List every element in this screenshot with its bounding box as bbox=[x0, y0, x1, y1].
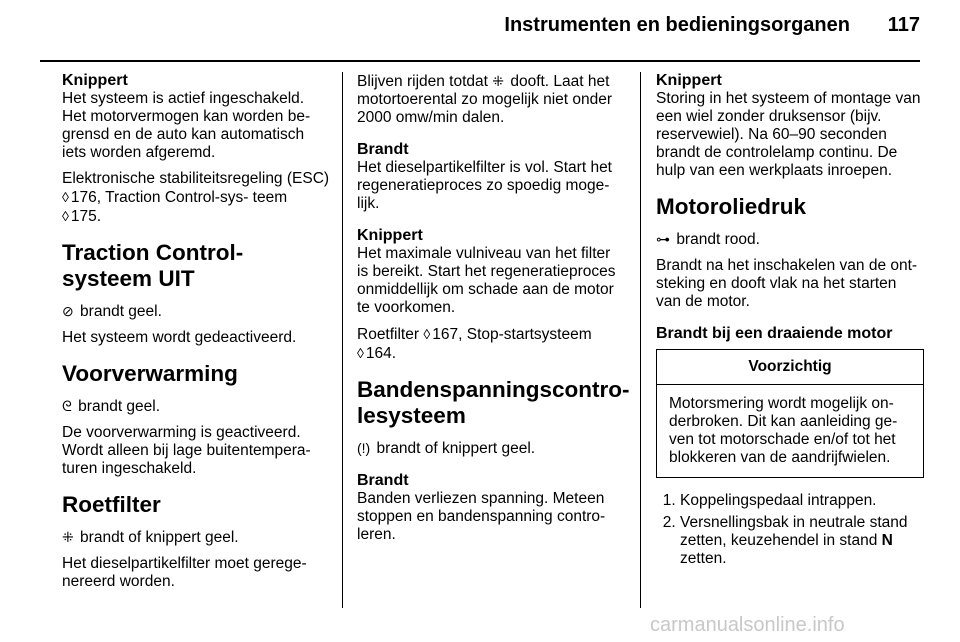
column-2 bbox=[357, 72, 630, 552]
paragraph: (!) brandt of knippert geel. bbox=[357, 440, 536, 457]
paragraph: Blijven rijden totdat ⁜ dooft. Laat het motortoerental zo mogelijk niet onder 2000 omw/min dalen. bbox=[357, 73, 613, 126]
paragraph: Het dieselpartikelfilter is vol. Start het regeneratieproces zo spoedig moge- lijk. bbox=[357, 159, 612, 212]
paragraph: Banden verliezen spanning. Meteen stoppen en bandenspanning contro- leren. bbox=[357, 490, 606, 543]
paragraph: Storing in het systeem of montage van een wiel zonder druksensor (bijv. reservewiel). Na 60–90 seconden brandt de controlelamp continu. De hulp van een werkplaats inroepen. bbox=[656, 90, 921, 179]
column-1 bbox=[62, 72, 330, 599]
column-divider bbox=[640, 72, 641, 608]
column-3 bbox=[656, 72, 924, 572]
paragraph: ⊶ brandt rood. bbox=[656, 231, 760, 248]
caution-text: Motorsmering wordt mogelijk on- derbroken. Dit kan aanleiding ge- ven tot motorschade en/of tot het blokkeren van de aandrijfwielen. bbox=[669, 395, 898, 466]
heading-bandenspanning: Bandenspanningscontro- lesysteem bbox=[357, 377, 630, 428]
paragraph: Het systeem wordt gedeactiveerd. bbox=[62, 329, 297, 346]
oil-can-icon: ⊶ bbox=[656, 231, 670, 247]
column-divider bbox=[342, 72, 343, 608]
subheading-running-engine: Brandt bij een draaiende motor bbox=[656, 325, 893, 342]
subheading-brandt: Brandt bbox=[357, 472, 409, 489]
preheat-coil-icon: ᘓ bbox=[62, 398, 72, 414]
subheading-knippert: Knippert bbox=[357, 227, 423, 244]
heading-motoroliedruk: Motoroliedruk bbox=[656, 194, 806, 219]
heading-roetfilter: Roetfilter bbox=[62, 492, 161, 517]
paragraph: ⊘ brandt geel. bbox=[62, 303, 162, 320]
steps-list bbox=[656, 492, 924, 568]
paragraph: Het systeem is actief ingeschakeld. Het motorvermogen kan worden be- grensd en de auto kan automatisch iets worden afgeremd. bbox=[62, 90, 311, 161]
tyre-pressure-icon: (!) bbox=[357, 440, 371, 456]
reference-arrow-icon: ◊ bbox=[62, 208, 69, 224]
page-header bbox=[0, 0, 960, 62]
watermark: carmanualsonline.info bbox=[650, 614, 845, 636]
paragraph: Het maximale vulniveau van het filter is bereikt. Start het regeneratieproces onmiddellijk om schade aan de motor te voorkomen. bbox=[357, 245, 616, 316]
paragraph: ⁜ brandt of knippert geel. bbox=[62, 529, 239, 546]
soot-filter-icon: ⁜ bbox=[492, 73, 505, 89]
reference-arrow-icon: ◊ bbox=[423, 326, 431, 342]
subheading-knippert: Knippert bbox=[62, 72, 128, 89]
reference-arrow-icon: ◊ bbox=[357, 345, 364, 361]
reference-paragraph: Elektronische stabiliteitsregeling (ESC) ◊ 176, Traction Control-sys- teem ◊ 175. bbox=[62, 170, 330, 225]
paragraph: Brandt na het inschakelen van de ont- steking en dooft vlak na het starten van de motor. bbox=[656, 257, 918, 310]
traction-off-icon: ⊘ bbox=[62, 303, 74, 319]
subheading-knippert: Knippert bbox=[656, 72, 722, 89]
section-title: Instrumenten en bedieningsorganen bbox=[504, 14, 850, 36]
caution-title: Voorzichtig bbox=[657, 350, 923, 385]
reference-paragraph: Roetfilter ◊ 167, Stop-startsysteem ◊ 164. bbox=[357, 326, 592, 362]
caution-box bbox=[656, 349, 924, 478]
heading-traction-control-off: Traction Control-systeem UIT bbox=[62, 240, 244, 291]
paragraph: De voorverwarming is geactiveerd. Wordt alleen bij lage buitentempera- turen ingeschakeld. bbox=[62, 424, 311, 477]
paragraph: Het dieselpartikelfilter moet gerege- nereerd worden. bbox=[62, 555, 307, 590]
header-rule bbox=[40, 60, 920, 62]
heading-voorverwarming: Voorverwarming bbox=[62, 361, 238, 386]
page-number: 117 bbox=[887, 14, 920, 36]
list-item: 2. Versnellingsbak in neutrale stand zetten, keuzehendel in stand N zetten. bbox=[680, 514, 924, 568]
list-item: 1. Koppelingspedaal intrappen. bbox=[680, 492, 924, 510]
reference-arrow-icon: ◊ bbox=[62, 189, 69, 205]
subheading-brandt: Brandt bbox=[357, 141, 409, 158]
paragraph: ᘓ brandt geel. bbox=[62, 398, 161, 415]
soot-filter-icon: ⁜ bbox=[62, 529, 74, 545]
